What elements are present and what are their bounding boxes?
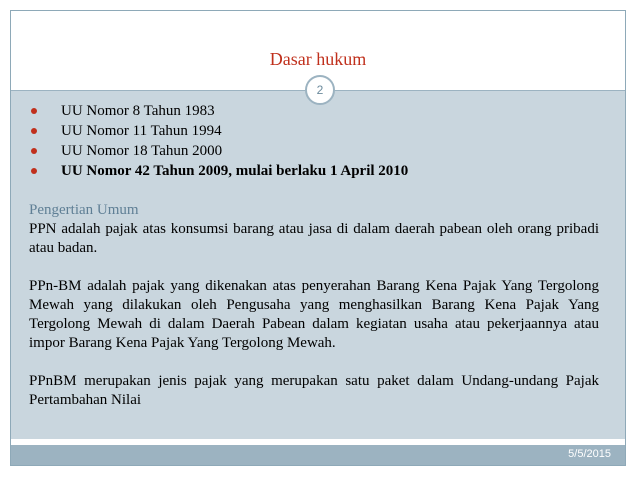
- bullet-dot-icon: [31, 108, 37, 114]
- section-subheading: Pengertian Umum: [29, 202, 139, 218]
- bullet-text: UU Nomor 11 Tahun 1994: [61, 123, 222, 139]
- bullet-text: UU Nomor 42 Tahun 2009, mulai berlaku 1 April 2010: [61, 163, 409, 179]
- bullet-dot-icon: [31, 168, 37, 174]
- bullet-item: [31, 101, 408, 121]
- slide-body: [11, 91, 625, 439]
- bullet-text: UU Nomor 8 Tahun 1983: [61, 103, 215, 119]
- slide-date: 5/5/2015: [568, 448, 611, 460]
- bullet-dot-icon: [31, 148, 37, 154]
- slide-number-badge: 2: [305, 75, 335, 105]
- ppnbm-definition: PPn-BM adalah pajak yang dikenakan atas penyerahan Barang Kena Pajak Yang Tergolong Mewah yang dilakukan oleh Pengusaha yang menghasilkan Barang Kena Pajak Yang Tergolong Mewah di dalam Daerah Pabean dalam kegiatan usaha atau pekerjaannya atau impor Barang Kena Pajak Yang Tergolong Mewah.: [29, 278, 599, 351]
- bullet-dot-icon: [31, 128, 37, 134]
- slide-footer: [11, 445, 625, 465]
- bullet-item: [31, 161, 408, 181]
- bullet-list: [31, 101, 408, 181]
- bullet-text: UU Nomor 18 Tahun 2000: [61, 143, 223, 159]
- slide-title: Dasar hukum: [269, 49, 367, 69]
- bullet-item: [31, 141, 408, 161]
- ppn-definition: PPN adalah pajak atas konsumsi barang atau jasa di dalam daerah pabean oleh orang pribadi atau badan.: [29, 221, 599, 256]
- bullet-item: [31, 121, 408, 141]
- content-block: [29, 201, 599, 410]
- ppnbm-note: PPnBM merupakan jenis pajak yang merupakan satu paket dalam Undang-undang Pajak Pertambahan Nilai: [29, 373, 599, 408]
